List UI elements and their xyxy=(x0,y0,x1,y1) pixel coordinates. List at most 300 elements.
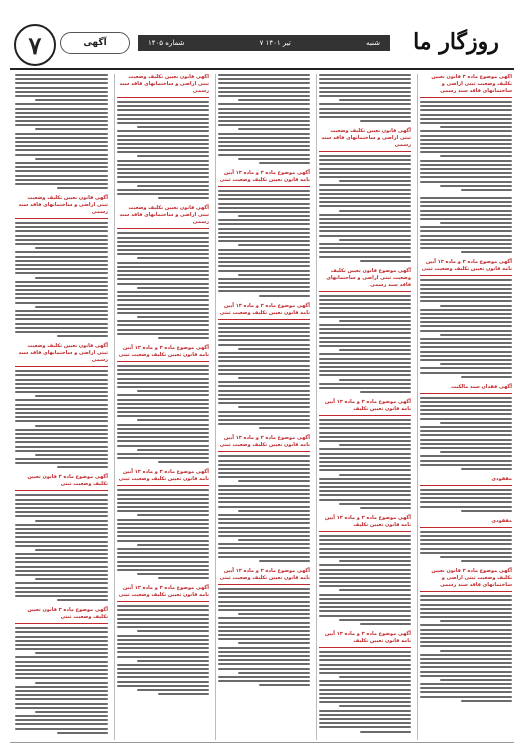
text-line xyxy=(117,333,209,335)
text-line xyxy=(117,527,209,529)
text-line xyxy=(218,634,310,636)
text-line xyxy=(15,570,108,572)
text-line xyxy=(339,99,411,101)
text-line xyxy=(117,139,209,141)
text-line xyxy=(218,468,310,470)
notice xyxy=(15,74,108,189)
text-line xyxy=(15,595,108,597)
text-line xyxy=(117,531,209,533)
text-line xyxy=(117,135,209,137)
text-line xyxy=(420,691,512,693)
text-line xyxy=(15,728,108,730)
text-line xyxy=(420,210,512,212)
text-line xyxy=(218,638,310,640)
text-line xyxy=(339,705,411,707)
text-line xyxy=(319,697,411,699)
notice-title: آگهی موضوع ماده ۳ و ماده ۱۳ آیین نامه قانون تعیین تکلیف وضعیت ثبتی xyxy=(118,585,209,599)
text-line xyxy=(15,591,108,593)
text-line xyxy=(218,145,310,147)
notice-title: آگهی موضوع ماده ۳ قانون تعیین تکلیف وضعیت ثبتی اراضی و ساختمانهای فاقد سند رسمی xyxy=(431,568,512,589)
text-line xyxy=(218,82,310,84)
notice xyxy=(117,74,209,199)
text-line xyxy=(420,671,512,673)
text-line xyxy=(420,409,512,411)
text-line xyxy=(420,313,512,315)
text-line xyxy=(15,408,108,410)
text-line xyxy=(15,154,108,156)
text-line xyxy=(319,539,411,541)
text-line xyxy=(117,373,209,375)
text-line xyxy=(35,425,108,427)
text-line xyxy=(319,615,411,617)
text-line xyxy=(339,349,411,351)
text-line xyxy=(218,365,310,367)
text-line xyxy=(117,249,209,251)
text-line xyxy=(15,179,108,181)
text-line xyxy=(319,159,411,161)
text-line xyxy=(117,672,209,674)
notice xyxy=(420,476,512,512)
text-line xyxy=(360,260,411,262)
text-line xyxy=(218,556,310,558)
text-line xyxy=(137,689,209,691)
text-line xyxy=(420,439,512,441)
text-line xyxy=(420,413,512,415)
text-line xyxy=(319,366,411,368)
text-line xyxy=(420,460,512,462)
text-line xyxy=(360,391,411,393)
text-line xyxy=(420,239,512,241)
text-line xyxy=(420,506,512,508)
text-line xyxy=(218,655,310,657)
text-line xyxy=(117,266,209,268)
text-line xyxy=(15,450,108,452)
text-line xyxy=(238,480,310,482)
text-line xyxy=(218,87,310,89)
text-line xyxy=(339,320,411,322)
notice-body xyxy=(319,74,411,122)
text-line xyxy=(319,655,411,657)
text-line xyxy=(319,478,411,480)
text-line xyxy=(117,565,209,567)
text-line xyxy=(117,283,209,285)
notice-title-rule xyxy=(420,591,512,592)
text-line xyxy=(420,235,512,237)
notice-title-rule xyxy=(117,601,209,602)
notice-body xyxy=(117,489,209,579)
text-line xyxy=(117,394,209,396)
text-line xyxy=(117,552,209,554)
text-line xyxy=(15,124,108,126)
text-line xyxy=(461,376,512,378)
text-line xyxy=(420,181,512,183)
text-line xyxy=(319,176,411,178)
text-line xyxy=(319,564,411,566)
notice-body xyxy=(15,494,108,601)
text-line xyxy=(218,112,310,114)
text-line xyxy=(319,453,411,455)
notice-title: آگهی موضوع ماده ۳ و ماده ۱۳ آیین نامه قانون تعیین تکلیف وضعیت ثبتی xyxy=(421,259,512,273)
text-line xyxy=(420,342,512,344)
text-line xyxy=(137,155,209,157)
text-line xyxy=(461,560,512,562)
text-line xyxy=(218,339,310,341)
text-line xyxy=(319,552,411,554)
text-line xyxy=(117,510,209,512)
text-line xyxy=(35,454,108,456)
notice-title: آگهی موضوع ماده ۳ و ماده ۱۳ آیین نامه قانون تعیین تکلیف xyxy=(324,515,411,528)
notice-body xyxy=(420,397,512,470)
text-line xyxy=(35,682,108,684)
text-line xyxy=(420,226,512,228)
text-line xyxy=(137,660,209,662)
text-line xyxy=(420,501,512,503)
text-line xyxy=(117,299,209,301)
text-line xyxy=(440,363,512,365)
text-line xyxy=(117,502,209,504)
text-line xyxy=(15,256,108,258)
text-line xyxy=(15,297,108,299)
text-line xyxy=(319,251,411,253)
text-line xyxy=(15,222,108,224)
text-line xyxy=(218,290,310,292)
text-line xyxy=(117,681,209,683)
text-line xyxy=(420,405,512,407)
text-line xyxy=(319,436,411,438)
text-line xyxy=(35,277,108,279)
text-line xyxy=(319,548,411,550)
notice-body xyxy=(420,101,512,191)
notice xyxy=(319,128,411,262)
text-line xyxy=(15,95,108,97)
notice-title-rule xyxy=(218,186,310,187)
text-line xyxy=(218,198,310,200)
text-line xyxy=(420,101,512,103)
notice-body xyxy=(15,222,108,337)
text-line xyxy=(461,189,512,191)
text-line xyxy=(15,162,108,164)
text-line xyxy=(440,222,512,224)
text-line xyxy=(117,411,209,413)
notice-body xyxy=(420,197,512,253)
text-line xyxy=(319,684,411,686)
text-line xyxy=(117,424,209,426)
text-line xyxy=(319,469,411,471)
text-line xyxy=(15,677,108,679)
notice-title-rule xyxy=(117,97,209,98)
text-line xyxy=(117,151,209,153)
text-line xyxy=(319,214,411,216)
text-line xyxy=(15,318,108,320)
text-line xyxy=(218,203,310,205)
text-line xyxy=(319,714,411,716)
text-line xyxy=(15,661,108,663)
text-line xyxy=(420,143,512,145)
text-line xyxy=(420,641,512,643)
text-line xyxy=(218,527,310,529)
text-line xyxy=(319,581,411,583)
text-line xyxy=(117,635,209,637)
text-line xyxy=(420,675,512,677)
text-line xyxy=(117,130,209,132)
text-line xyxy=(420,397,512,399)
column-1 xyxy=(417,74,514,740)
text-line xyxy=(420,139,512,141)
notice-title-rule xyxy=(15,366,108,367)
text-line xyxy=(117,440,209,442)
text-line xyxy=(218,535,310,537)
notice-body xyxy=(117,605,209,695)
text-line xyxy=(15,686,108,688)
text-line xyxy=(15,723,108,725)
text-line xyxy=(420,172,512,174)
text-line xyxy=(319,419,411,421)
text-line xyxy=(218,124,310,126)
notice-body xyxy=(117,365,209,463)
text-line xyxy=(218,344,310,346)
text-line xyxy=(420,317,512,319)
text-line xyxy=(15,175,108,177)
text-line xyxy=(259,427,310,429)
text-line xyxy=(218,278,310,280)
text-line xyxy=(158,577,209,579)
text-line xyxy=(218,464,310,466)
footer-divider xyxy=(10,742,514,743)
text-line xyxy=(420,616,512,618)
text-line xyxy=(15,574,108,576)
text-line xyxy=(238,128,310,130)
text-line xyxy=(339,180,411,182)
text-line xyxy=(218,207,310,209)
text-line xyxy=(319,490,411,492)
text-line xyxy=(57,335,108,337)
text-line xyxy=(218,141,310,143)
text-line xyxy=(218,211,310,213)
text-line xyxy=(420,658,512,660)
text-line xyxy=(117,428,209,430)
notice-body xyxy=(117,232,209,339)
text-line xyxy=(15,566,108,568)
text-line xyxy=(35,306,108,308)
text-line xyxy=(117,668,209,670)
text-line xyxy=(117,415,209,417)
text-line xyxy=(137,257,209,259)
text-line xyxy=(319,328,411,330)
text-line xyxy=(420,130,512,132)
text-line xyxy=(319,337,411,339)
text-line xyxy=(117,523,209,525)
text-line xyxy=(218,455,310,457)
text-line xyxy=(420,464,512,466)
text-line xyxy=(57,732,108,734)
text-line xyxy=(420,197,512,199)
text-line xyxy=(15,302,108,304)
text-line xyxy=(218,223,310,225)
notice-body xyxy=(420,595,512,702)
text-line xyxy=(137,390,209,392)
notice-title-rule xyxy=(319,647,411,648)
text-line xyxy=(319,235,411,237)
notice-body xyxy=(319,295,411,393)
notice-title-rule xyxy=(15,490,108,491)
text-line xyxy=(117,253,209,255)
column-4 xyxy=(114,74,211,740)
text-line xyxy=(319,610,411,612)
text-line xyxy=(117,324,209,326)
text-line xyxy=(238,613,310,615)
text-line xyxy=(420,531,512,533)
text-line xyxy=(117,291,209,293)
text-line xyxy=(319,78,411,80)
notice-title: آگهی فقدان سند مالکیت xyxy=(451,383,512,390)
text-line xyxy=(319,374,411,376)
text-line xyxy=(319,303,411,305)
text-line xyxy=(319,457,411,459)
text-line xyxy=(218,194,310,196)
notice-body xyxy=(15,370,108,468)
text-line xyxy=(15,74,108,76)
text-line xyxy=(319,672,411,674)
text-line xyxy=(117,445,209,447)
text-line xyxy=(218,592,310,594)
text-line xyxy=(420,351,512,353)
text-line xyxy=(319,189,411,191)
text-line xyxy=(15,239,108,241)
text-line xyxy=(420,455,512,457)
text-line xyxy=(218,78,310,80)
text-line xyxy=(218,257,310,259)
text-line xyxy=(15,379,108,381)
text-line xyxy=(440,334,512,336)
text-line xyxy=(15,631,108,633)
notice xyxy=(319,399,411,509)
text-line xyxy=(117,436,209,438)
text-line xyxy=(420,666,512,668)
text-line xyxy=(218,501,310,503)
text-line xyxy=(117,241,209,243)
text-line xyxy=(117,320,209,322)
text-line xyxy=(420,683,512,685)
text-line xyxy=(218,543,310,545)
text-line xyxy=(117,168,209,170)
text-line xyxy=(117,498,209,500)
text-line xyxy=(15,243,108,245)
text-line xyxy=(319,602,411,604)
text-line xyxy=(218,398,310,400)
text-line xyxy=(35,128,108,130)
text-line xyxy=(319,247,411,249)
notice xyxy=(117,345,209,463)
text-line xyxy=(218,626,310,628)
text-line xyxy=(15,429,108,431)
text-line xyxy=(35,99,108,101)
notice xyxy=(420,568,512,702)
text-line xyxy=(238,642,310,644)
text-line xyxy=(319,112,411,114)
notice xyxy=(15,195,108,337)
text-line xyxy=(461,700,512,702)
text-line xyxy=(218,518,310,520)
notice-title: آگهی موضوع ماده ۳ و ماده ۱۳ آیین نامه قانون تعیین تکلیف وضعیت ثبتی xyxy=(118,345,209,358)
text-line xyxy=(117,181,209,183)
text-line xyxy=(15,644,108,646)
notice-title-rule xyxy=(319,151,411,152)
notice-body xyxy=(319,535,411,625)
text-line xyxy=(218,497,310,499)
text-line xyxy=(218,514,310,516)
text-line xyxy=(15,399,108,401)
text-line xyxy=(218,253,310,255)
text-line xyxy=(420,489,512,491)
text-line xyxy=(117,556,209,558)
text-line xyxy=(117,105,209,107)
text-line xyxy=(319,668,411,670)
notice-title: آگهی موضوع ماده ۳ و ماده ۱۳ آیین نامه قانون تعیین تکلیف xyxy=(324,630,411,644)
text-line xyxy=(218,108,310,110)
text-line xyxy=(218,133,310,135)
text-line xyxy=(339,474,411,476)
text-line xyxy=(420,430,512,432)
text-line xyxy=(218,381,310,383)
text-line xyxy=(15,230,108,232)
text-line xyxy=(15,433,108,435)
text-line xyxy=(218,630,310,632)
text-line xyxy=(238,406,310,408)
notice-title-rule xyxy=(420,393,512,394)
text-line xyxy=(420,243,512,245)
text-line xyxy=(319,82,411,84)
text-line xyxy=(15,656,108,658)
text-line xyxy=(158,693,209,695)
text-line xyxy=(319,569,411,571)
text-line xyxy=(117,232,209,234)
text-line xyxy=(15,170,108,172)
text-line xyxy=(117,295,209,297)
text-line xyxy=(461,251,512,253)
text-line xyxy=(218,493,310,495)
text-line xyxy=(15,507,108,509)
text-line xyxy=(319,243,411,245)
text-line xyxy=(15,494,108,496)
text-line xyxy=(420,535,512,537)
text-line xyxy=(259,295,310,297)
text-line xyxy=(117,656,209,658)
text-line xyxy=(15,391,108,393)
text-line xyxy=(15,120,108,122)
text-line xyxy=(319,316,411,318)
text-line xyxy=(57,599,108,601)
text-line xyxy=(319,465,411,467)
text-line xyxy=(218,394,310,396)
text-line xyxy=(218,74,310,76)
text-line xyxy=(15,166,108,168)
text-line xyxy=(319,494,411,496)
text-line xyxy=(35,520,108,522)
text-line xyxy=(15,112,108,114)
notice-title-rule xyxy=(218,319,310,320)
text-line xyxy=(15,141,108,143)
text-line xyxy=(420,160,512,162)
text-line xyxy=(420,595,512,597)
text-line xyxy=(218,137,310,139)
notice xyxy=(218,74,310,164)
text-line xyxy=(440,422,512,424)
text-line xyxy=(137,287,209,289)
text-line xyxy=(259,162,310,164)
text-line xyxy=(218,390,310,392)
notice-title-rule xyxy=(117,485,209,486)
issue-date: ۷ تیر ۱۴۰۱ xyxy=(259,39,291,47)
